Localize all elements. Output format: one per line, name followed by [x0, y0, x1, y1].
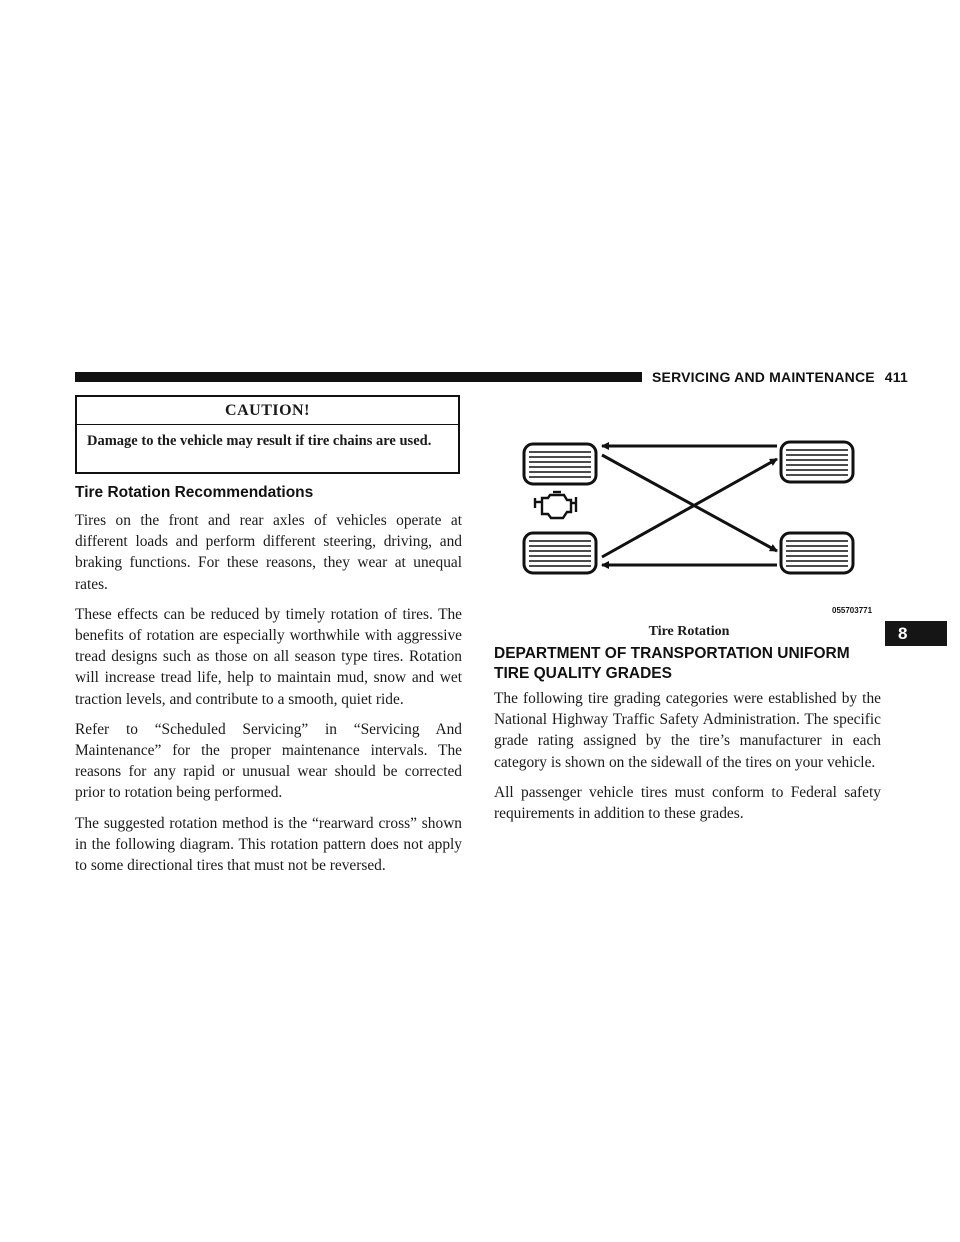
caution-box: [75, 395, 460, 474]
left-column-text: [75, 510, 462, 885]
paragraph: Tires on the front and rear axles of vehicles operate at different loads and perform different steering, driving, and braking functions. For these reasons, they wear at unequal rates.: [75, 512, 462, 593]
paragraph: All passenger vehicle tires must conform to Federal safety requirements in addition to these grades.: [494, 783, 881, 823]
arrow-front-to-rear-right: [602, 455, 777, 551]
caution-title: CAUTION!: [77, 397, 458, 425]
tire-rotation-diagram: [515, 432, 890, 582]
header-rule: [75, 372, 642, 382]
paragraph: Refer to “Scheduled Servicing” in “Servicing And Maintenance” for the proper maintenance intervals. The reasons for any rapid or unusual wear should be corrected prior to rotation being performed.: [75, 720, 462, 802]
paragraph: The following tire grading categories were established by the National Highway Traffic Safety Administration. The specific grade rating assigned by the tire’s manufacturer in each category is shown on the sidewall of the tires on your vehicle.: [494, 690, 881, 771]
chapter-tab: 8: [885, 621, 947, 646]
paragraph: The suggested rotation method is the “rearward cross” shown in the following diagram. This rotation pattern does not apply to some directional tires that must not be reversed.: [75, 814, 462, 875]
arrow-rear-left-to-front-right: [602, 459, 777, 557]
rotation-arrows: [602, 446, 777, 565]
section-heading-tire-rotation: Tire Rotation Recommendations: [75, 484, 314, 501]
tire-icon: [524, 444, 596, 484]
tire-icon: [781, 533, 853, 573]
tire-icon: [524, 533, 596, 573]
section-heading-dot-grades: DEPARTMENT OF TRANSPORTATION UNIFORM TIRE QUALITY GRADES: [494, 645, 850, 682]
page-number: 411: [884, 369, 908, 385]
engine-icon: [535, 492, 576, 518]
section-title: SERVICING AND MAINTENANCE: [652, 369, 875, 385]
figure-id: 055703771: [832, 606, 873, 615]
tire-icon: [781, 442, 853, 482]
caution-body: Damage to the vehicle may result if tire chains are used.: [87, 433, 432, 449]
paragraph: These effects can be reduced by timely rotation of tires. The benefits of rotation are especially worthwhile with aggressive tread designs such as those on all season type tires. Rotation will increase tread life, help to maintain mud, snow and wet traction levels, and contribute to a smooth, quiet ride.: [75, 605, 462, 708]
right-column-text: [494, 688, 881, 833]
figure-caption: Tire Rotation: [648, 624, 730, 639]
running-header: [652, 367, 908, 387]
